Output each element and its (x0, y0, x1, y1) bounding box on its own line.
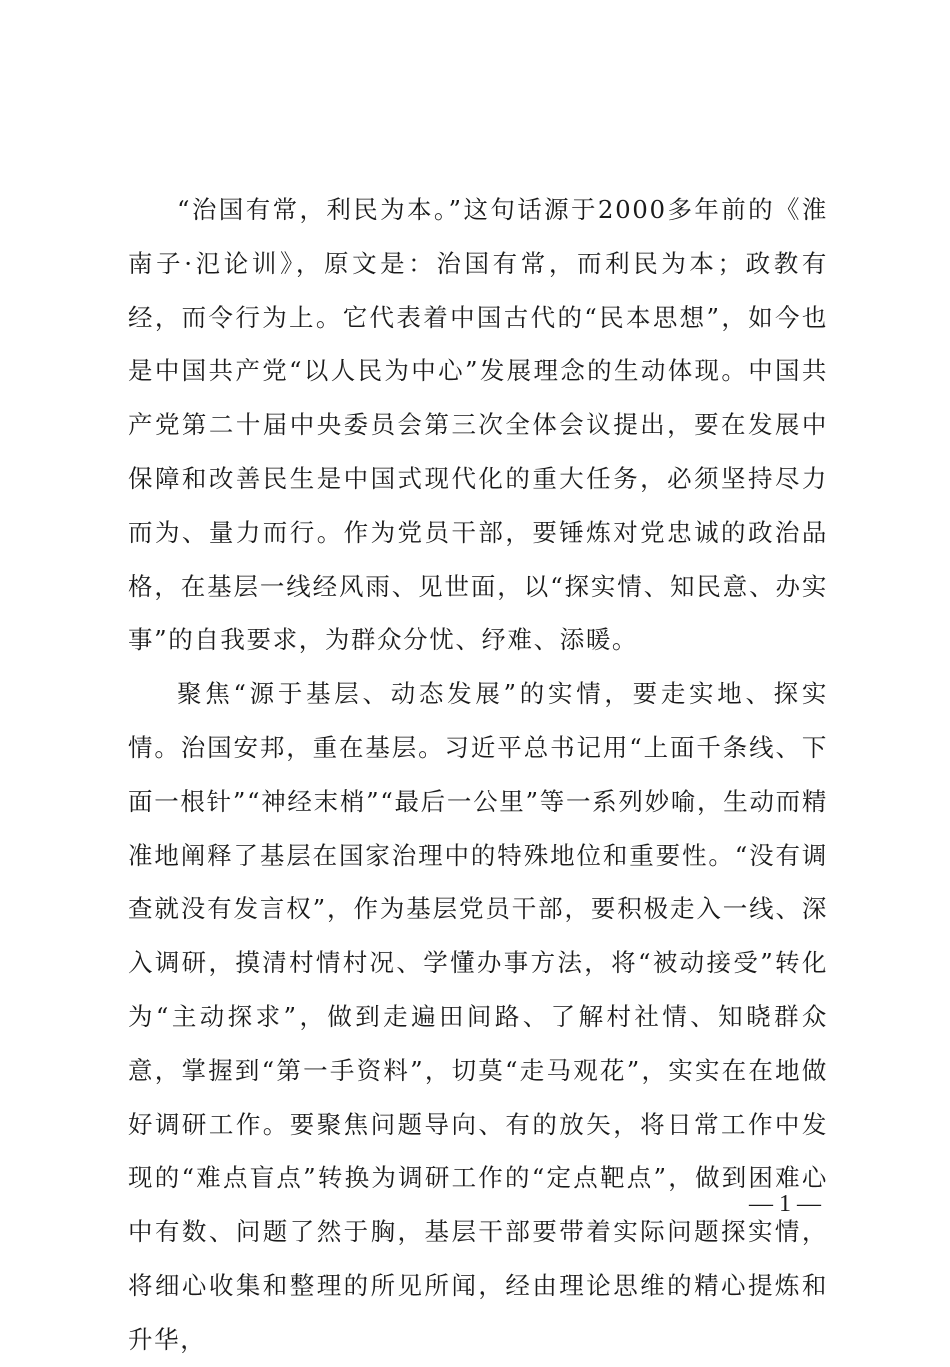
paragraph-2: 聚焦“源于基层、动态发展”的实情，要走实地、探实情。治国安邦，重在基层。习近平总书记用“上面千条线、下面一根针”“神经末梢”“最后一公里”等一系列妙喻，生动而精准地阐释了基层在国家治理中的特殊地位和重要性。“没有调查就没有发言权”，作为基层党员干部，要积极走入一线、深入调研，摸清村情村况、学懂办事方法，将“被动接受”转化为“主动探求”，做到走遍田间路、了解村社情、知晓群众意，掌握到“第一手资料”，切莫“走马观花”，实实在在地做好调研工作。要聚焦问题导向、有的放矢，将日常工作中发现的“难点盲点”转换为调研工作的“定点靶点”，做到困难心中有数、问题了然于胸，基层干部要带着实际问题探实情，将细心收集和整理的所见所闻，经由理论思维的精心提炼和升华， (128, 679, 828, 1354)
document-body (128, 183, 828, 1367)
paragraph-1: “治国有常，利民为本。”这句话源于2000多年前的《淮南子·氾论训》，原文是：治国有常，而利民为本；政教有经，而令行为上。它代表着中国古代的“民本思想”，如今也是中国共产党“以人民为中心”发展理念的生动体现。中国共产党第二十届中央委员会第三次全体会议提出，要在发展中保障和改善民生是中国式现代化的重大任务，必须坚持尽力而为、量力而行。作为党员干部，要锤炼对党忠诚的政治品格，在基层一线经风雨、见世面，以“探实情、知民意、办实事”的自我要求，为群众分忧、纾难、添暖。 (128, 195, 828, 655)
page-number: — 1 — (749, 1191, 821, 1217)
